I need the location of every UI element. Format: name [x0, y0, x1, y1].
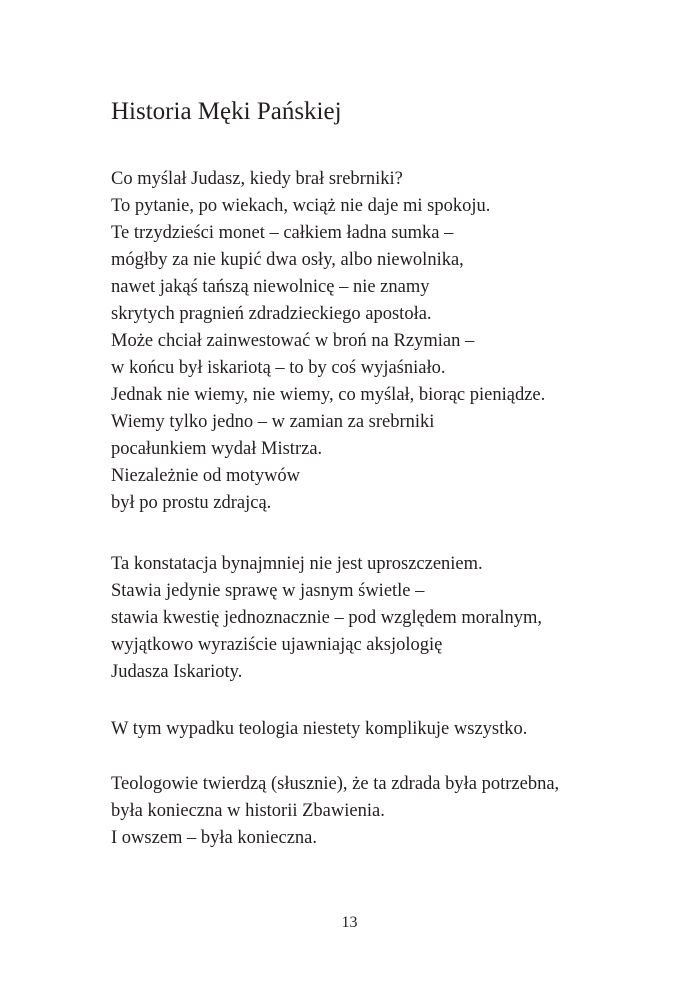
- poem-line: Wiemy tylko jedno – w zamian za srebrniki: [111, 412, 435, 432]
- poem-line: Jednak nie wiemy, nie wiemy, co myślał, biorąc pieniądze.: [111, 385, 546, 405]
- stanza-1: [111, 166, 545, 517]
- poem-line: I owszem – była konieczna.: [111, 828, 317, 848]
- stanza-4: [111, 771, 559, 852]
- poem-line: To pytanie, po wiekach, wciąż nie daje mi spokoju.: [111, 196, 491, 216]
- poem-line: Ta konstatacja bynajmniej nie jest uproszczeniem.: [111, 554, 483, 574]
- poem-line: Może chciał zainwestować w broń na Rzymian –: [111, 331, 475, 351]
- poem-line: Stawia jedynie sprawę w jasnym świetle –: [111, 581, 425, 601]
- poem-line: Co myślał Judasz, kiedy brał srebrniki?: [111, 169, 403, 189]
- poem-line: mógłby za nie kupić dwa osły, albo niewolnika,: [111, 250, 464, 270]
- poem-line: stawia kwestię jednoznacznie – pod względem moralnym,: [111, 608, 543, 628]
- poem-line: Teologowie twierdzą (słusznie), że ta zdrada była potrzebna,: [111, 774, 560, 794]
- poem-line: Niezależnie od motywów: [111, 466, 301, 486]
- poem-line: był po prostu zdrajcą.: [111, 493, 272, 513]
- poem-title: Historia Męki Pańskiej: [111, 98, 342, 125]
- poem-line: Judasza Iskarioty.: [111, 662, 243, 682]
- poem-line: skrytych pragnień zdradzieckiego apostoła.: [111, 304, 432, 324]
- poem-line: w końcu był iskariotą – to by coś wyjaśniało.: [111, 358, 446, 378]
- poem-line: była konieczna w historii Zbawienia.: [111, 801, 385, 821]
- poem-line: wyjątkowo wyraziście ujawniając aksjologię: [111, 635, 443, 655]
- poem-line: pocałunkiem wydał Mistrza.: [111, 439, 323, 459]
- poem-line: Te trzydzieści monet – całkiem ładna sumka –: [111, 223, 454, 243]
- poem-line: nawet jakąś tańszą niewolnicę – nie znamy: [111, 277, 430, 297]
- poem-line: W tym wypadku teologia niestety komplikuje wszystko.: [111, 719, 528, 739]
- stanza-3: [111, 716, 527, 743]
- page-number: 13: [341, 914, 358, 931]
- stanza-2: [111, 551, 542, 686]
